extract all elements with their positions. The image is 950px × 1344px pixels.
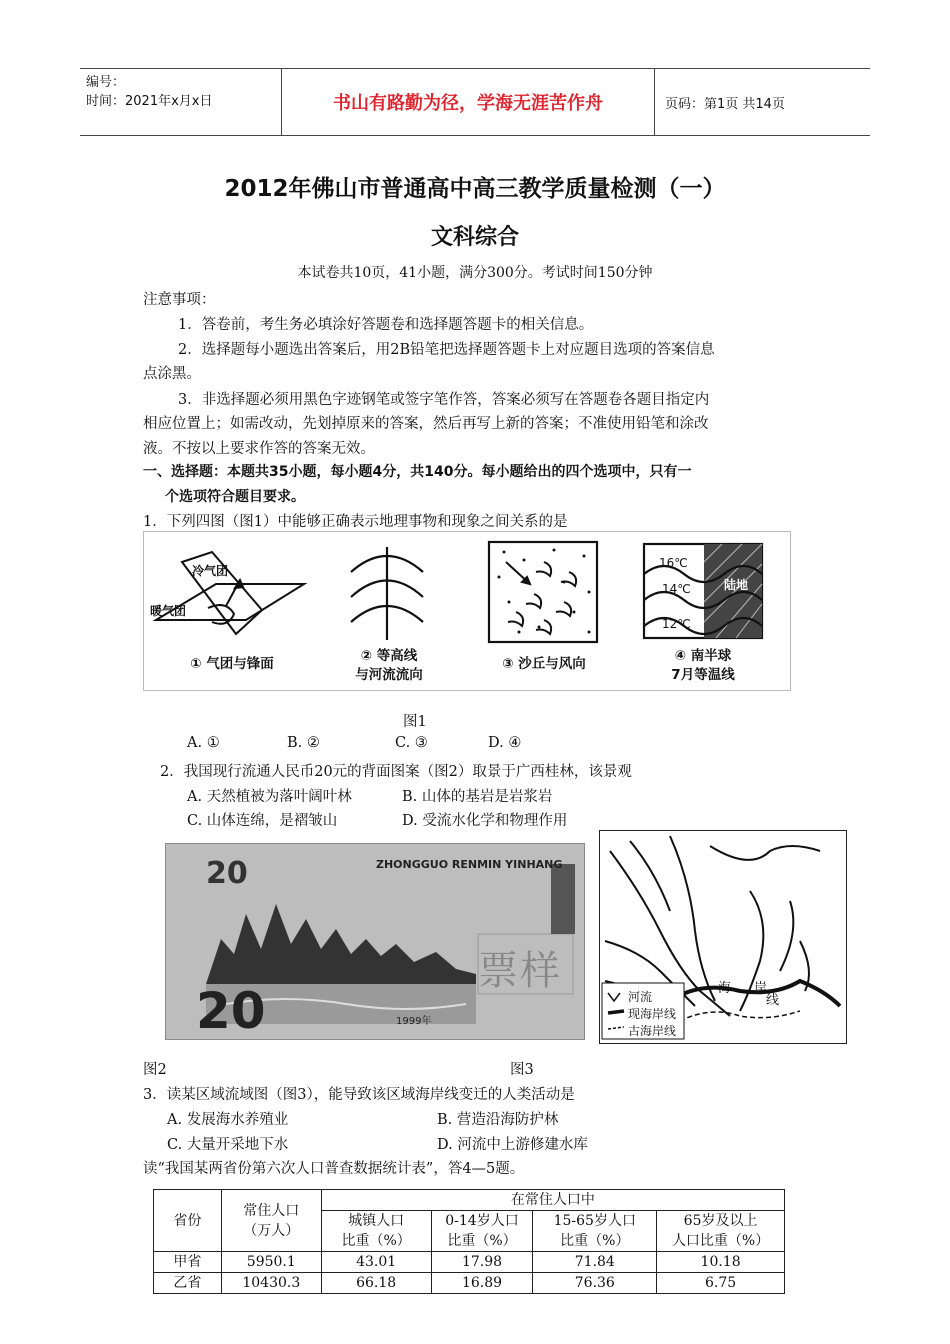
q3-option-a: A. 发展海水养殖业 bbox=[167, 1112, 289, 1128]
table-header-row bbox=[154, 1190, 785, 1211]
header-age-65 bbox=[657, 1211, 785, 1252]
cell-population: 5950.1 bbox=[221, 1252, 321, 1273]
q2-option-c: C. 山体连绵，是褶皱山 bbox=[187, 813, 338, 829]
caption-panel-3: ③ 沙丘与风向 bbox=[502, 656, 586, 672]
label-warm-air-mass: 暖气团 bbox=[150, 604, 187, 618]
header-population-b: （万人） bbox=[243, 1222, 300, 1239]
header-age-65-b: 人口比重（%） bbox=[671, 1233, 770, 1249]
isotherm-16: 16℃ bbox=[659, 556, 688, 570]
q1-option-b: B. ② bbox=[287, 735, 320, 751]
figure-1-label: 图1 bbox=[403, 714, 427, 730]
label-cold-air-mass: 冷气团 bbox=[192, 564, 229, 578]
q1-option-c: C. ③ bbox=[395, 735, 428, 751]
q1-stem: 1．下列四图（图1）中能够正确表示地理事物和现象之间关系的是 bbox=[143, 514, 568, 530]
table-row bbox=[154, 1273, 785, 1294]
map-label-hai: 海 bbox=[718, 981, 732, 996]
note-item-3a: 3．非选择题必须用黑色字迹钢笔或签字笔作答，答案必须写在答题卷各题目指定内 bbox=[178, 392, 710, 408]
cell-age-15-65: 71.84 bbox=[533, 1252, 657, 1273]
header-motto: 书山有路勤为径，学海无涯苦作舟 bbox=[333, 93, 603, 114]
caption-panel-2b: 与河流流向 bbox=[355, 667, 423, 683]
document-title: 2012年佛山市普通高中高三教学质量检测（一） bbox=[224, 176, 726, 202]
banknote-denomination-top: 20 bbox=[206, 856, 248, 891]
q1-option-d: D. ④ bbox=[488, 735, 522, 751]
banknote-image bbox=[165, 843, 585, 1040]
banknote-specimen-chars: 票样 bbox=[478, 948, 562, 994]
number-label: 编号： bbox=[86, 75, 126, 90]
isotherm-12: 12℃ bbox=[662, 617, 691, 631]
river-basin-map bbox=[599, 830, 847, 1044]
header-province: 省份 bbox=[154, 1190, 222, 1252]
header-population-a: 常住人口 bbox=[243, 1202, 300, 1219]
q3-stem: 3．读某区域流域图（图3），能导致该区域海岸线变迁的人类活动是 bbox=[143, 1087, 575, 1103]
header-motto-cell bbox=[282, 69, 655, 135]
banknote-bank-name: ZHONGGUO RENMIN YINHANG bbox=[376, 858, 563, 871]
cell-age-65: 10.18 bbox=[657, 1252, 785, 1273]
table-row bbox=[154, 1252, 785, 1273]
q2-stem: 2．我国现行流通人民币20元的背面图案（图2）取景于广西桂林，该景观 bbox=[160, 764, 632, 780]
header-age-0-14-b: 比重（%） bbox=[447, 1233, 517, 1249]
cell-population: 10430.3 bbox=[221, 1273, 321, 1294]
time-label: 时间：2021年x月x日 bbox=[86, 94, 213, 109]
caption-panel-4a: ④ 南半球 bbox=[674, 648, 732, 664]
header-age-15-65 bbox=[533, 1211, 657, 1252]
header-urban-a: 城镇人口 bbox=[348, 1213, 405, 1229]
banknote-year: 1999年 bbox=[396, 1016, 432, 1027]
q2-option-b: B. 山体的基岩是岩浆岩 bbox=[402, 789, 553, 805]
header-population bbox=[221, 1190, 321, 1252]
notes-heading: 注意事项： bbox=[143, 292, 216, 308]
cell-province: 甲省 bbox=[154, 1252, 222, 1273]
caption-panel-1: ① 气团与锋面 bbox=[190, 656, 274, 672]
header-meta bbox=[80, 69, 282, 135]
caption-panel-4b: 7月等温线 bbox=[671, 667, 735, 683]
isotherm-14: 14℃ bbox=[662, 582, 691, 596]
label-land: 陆地 bbox=[724, 578, 749, 592]
page-header bbox=[80, 68, 870, 136]
cell-age-15-65: 76.36 bbox=[533, 1273, 657, 1294]
legend-ancient-coastline: 古海岸线 bbox=[628, 1024, 677, 1038]
q2-option-d: D. 受流水化学和物理作用 bbox=[402, 813, 568, 829]
section-heading-1: 一、选择题：本题共35小题，每小题4分，共140分。每小题给出的四个选项中，只有一 bbox=[143, 464, 692, 480]
figure-3-label: 图3 bbox=[510, 1062, 534, 1078]
cell-province: 乙省 bbox=[154, 1273, 222, 1294]
header-urban bbox=[321, 1211, 431, 1252]
figure-2-label: 图2 bbox=[143, 1062, 167, 1078]
figure-1 bbox=[143, 531, 791, 691]
caption-panel-2 bbox=[334, 647, 444, 685]
header-age-15-65-a: 15-65岁人口 bbox=[553, 1213, 636, 1229]
legend-current-coastline: 现海岸线 bbox=[628, 1007, 677, 1021]
q45-stem: 读“我国某两省份第六次人口普查数据统计表”，答4—5题。 bbox=[143, 1161, 525, 1177]
document-subtitle: 文科综合 bbox=[430, 225, 519, 250]
cell-age-0-14: 17.98 bbox=[431, 1252, 533, 1273]
cell-urban: 66.18 bbox=[321, 1273, 431, 1294]
q1-option-a: A. ① bbox=[187, 735, 220, 751]
note-item-1: 1．答卷前，考生务必填涂好答题卷和选择题答题卡的相关信息。 bbox=[178, 317, 594, 333]
q3-option-d: D. 河流中上游修建水库 bbox=[437, 1137, 588, 1153]
cell-urban: 43.01 bbox=[321, 1252, 431, 1273]
header-urban-b: 比重（%） bbox=[341, 1233, 411, 1249]
note-item-3b: 相应位置上；如需改动，先划掉原来的答案，然后再写上新的答案；不准使用铅笔和涂改 bbox=[143, 416, 709, 432]
cell-age-0-14: 16.89 bbox=[431, 1273, 533, 1294]
header-age-0-14 bbox=[431, 1211, 533, 1252]
note-item-3c: 液。不按以上要求作答的答案无效。 bbox=[143, 441, 375, 457]
header-age-65-a: 65岁及以上 bbox=[683, 1213, 758, 1229]
q3-option-c: C. 大量开采地下水 bbox=[167, 1137, 289, 1153]
header-age-0-14-a: 0-14岁人口 bbox=[445, 1213, 519, 1229]
exam-info: 本试卷共10页，41小题，满分300分。考试时间150分钟 bbox=[297, 265, 653, 281]
header-group: 在常住人口中 bbox=[321, 1190, 784, 1211]
map-label-an: 岸 bbox=[754, 981, 768, 996]
q3-option-b: B. 营造沿海防护林 bbox=[437, 1112, 559, 1128]
note-item-2b: 点涂黑。 bbox=[143, 366, 201, 382]
q2-option-a: A. 天然植被为落叶阔叶林 bbox=[187, 789, 352, 805]
note-item-2a: 2．选择题每小题选出答案后，用2B铅笔把选择题答题卡上对应题目选项的答案信息 bbox=[178, 342, 715, 358]
caption-panel-2a: ② 等高线 bbox=[360, 648, 418, 664]
section-heading-2: 个选项符合题目要求。 bbox=[165, 489, 305, 505]
map-label-xian: 线 bbox=[766, 993, 780, 1008]
cell-age-65: 6.75 bbox=[657, 1273, 785, 1294]
banknote-denomination-bottom: 20 bbox=[196, 982, 266, 1040]
census-table bbox=[153, 1189, 785, 1294]
caption-panel-4 bbox=[644, 647, 762, 685]
header-age-15-65-b: 比重（%） bbox=[560, 1233, 630, 1249]
legend-river: 河流 bbox=[628, 990, 653, 1004]
page-info: 页码：第1页 共14页 bbox=[665, 96, 785, 112]
